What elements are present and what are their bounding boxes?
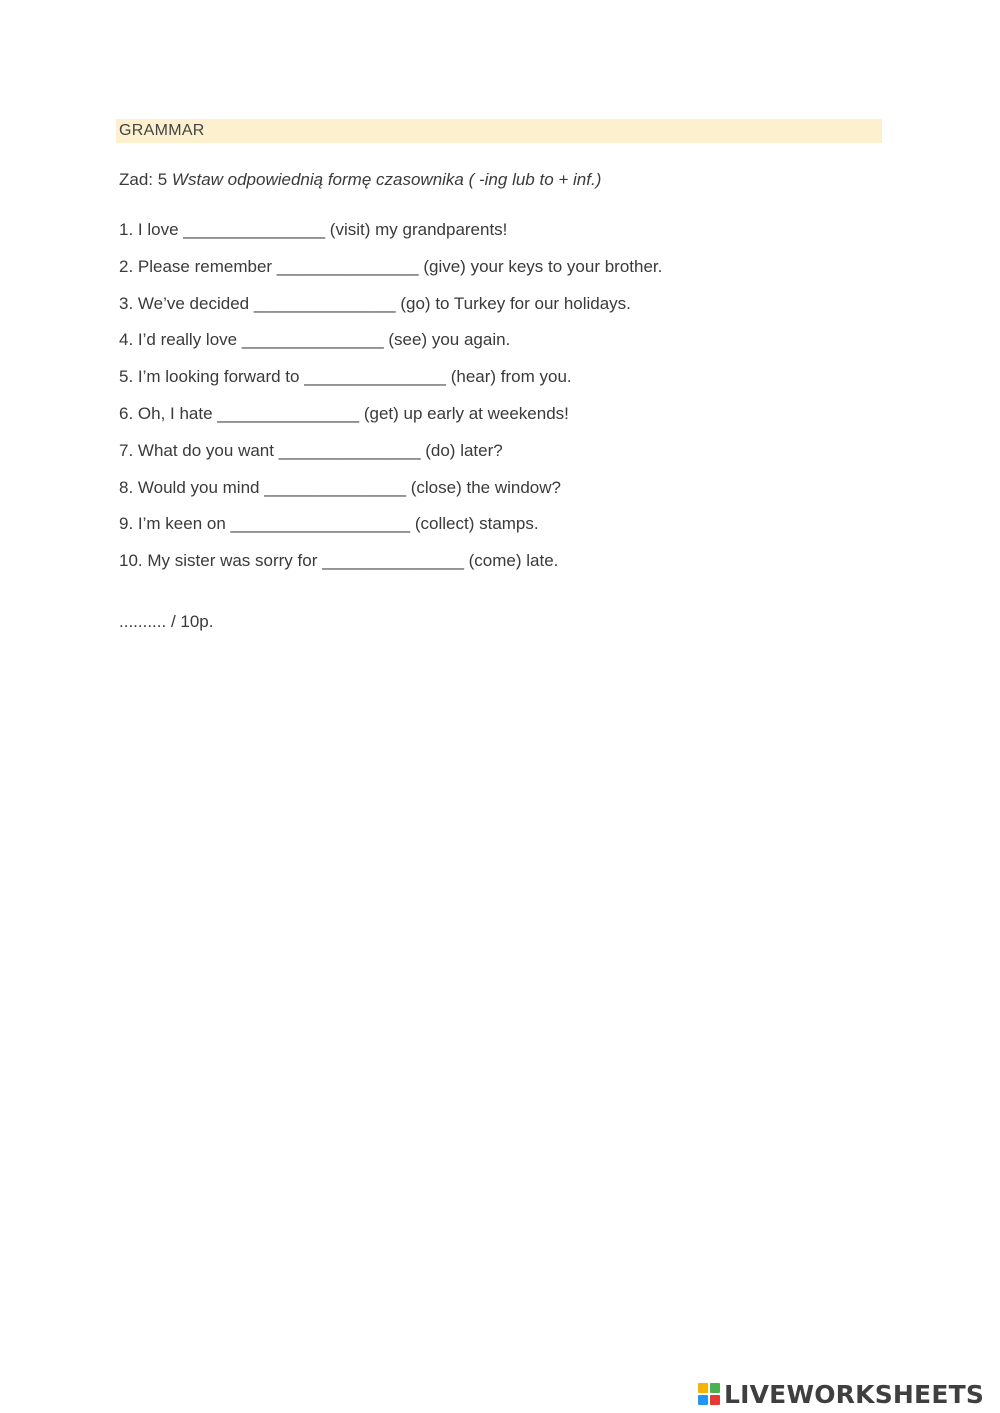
exercise-item-8: 8. Would you mind _______________ (close) the window? (119, 477, 561, 497)
exercise-list (119, 218, 662, 586)
liveworksheets-logo (698, 1379, 984, 1409)
exercise-item-4: 4. I’d really love _______________ (see) you again. (119, 330, 511, 350)
task-text: Wstaw odpowiednią formę czasownika ( -ing lub to + inf.) (171, 170, 602, 189)
logo-block-3 (698, 1395, 708, 1405)
exercise-item-6: 6. Oh, I hate _______________ (get) up early at weekends! (119, 403, 569, 423)
logo-block-2 (710, 1383, 720, 1393)
logo-block-1 (698, 1383, 708, 1393)
exercise-item-2: 2. Please remember _______________ (give) your keys to your brother. (119, 256, 663, 276)
score-line: .......... / 10p. (119, 612, 214, 631)
liveworksheets-logo-icon (698, 1383, 720, 1405)
exercise-item-1: 1. I love _______________ (visit) my grandparents! (119, 220, 508, 239)
exercise-item-3: 3. We’ve decided _______________ (go) to Turkey for our holidays. (119, 293, 631, 313)
task-number: Zad: 5 (119, 170, 172, 189)
task-instruction (119, 170, 601, 190)
exercise-item-10: 10. My sister was sorry for _______________ (come) late. (119, 551, 559, 571)
exercise-item-7: 7. What do you want _______________ (do) later? (119, 440, 503, 460)
section-header-grammar: GRAMMAR (116, 119, 882, 143)
exercise-item-9: 9. I’m keen on ___________________ (collect) stamps. (119, 514, 539, 534)
exercise-item-5: 5. I’m looking forward to _______________ (hear) from you. (119, 367, 572, 387)
logo-block-4 (710, 1395, 720, 1405)
logo-text: LIVEWORKSHEETS (724, 1379, 985, 1409)
